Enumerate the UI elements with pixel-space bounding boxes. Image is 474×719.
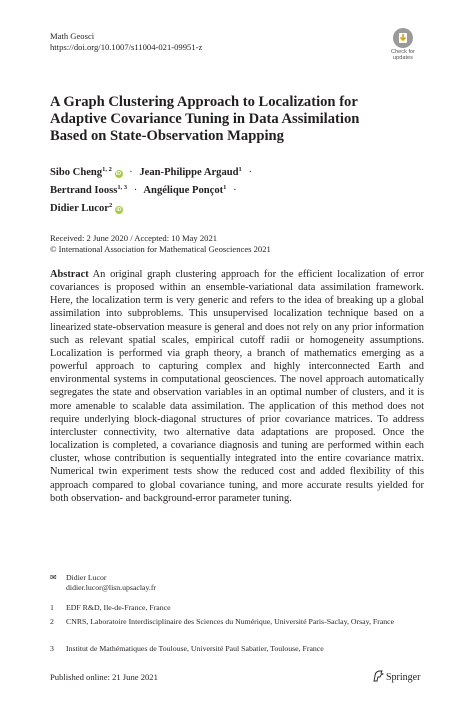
publisher-logo[interactable] — [372, 670, 420, 686]
author-affiliation-marker: 1 — [238, 166, 242, 173]
affiliation-text: Institut de Mathématiques de Toulouse, Université Paul Sabatier, Toulouse, France — [66, 644, 324, 653]
orcid-icon[interactable]: iD — [116, 207, 122, 213]
author-affiliation-marker: 2 — [108, 202, 113, 209]
author-affiliation-marker: 1 — [223, 184, 227, 191]
doi-link[interactable]: https://doi.org/10.1007/s11004-021-09951-z — [50, 42, 203, 52]
check-for-updates-badge[interactable] — [386, 28, 420, 62]
author-list — [50, 162, 256, 216]
check-updates-icon — [393, 28, 413, 48]
author-affiliation-marker: 1, 2 — [102, 166, 112, 173]
affiliation-number: 2 — [50, 617, 54, 626]
author-name: Bertrand Iooss — [50, 185, 118, 196]
corresponding-author-email[interactable]: didier.lucor@lisn.upsaclay.fr — [66, 583, 157, 592]
title-line: A Graph Clustering Approach to Localization for — [50, 94, 358, 110]
affiliation-text: EDF R&D, Ile-de-France, France — [66, 603, 171, 612]
author-name: Angélique Ponçot — [143, 185, 224, 196]
article-dates — [50, 233, 271, 255]
received-accepted-line: Received: 2 June 2020 / Accepted: 10 May 2021 — [50, 233, 218, 243]
orcid-icon[interactable]: iD — [116, 171, 122, 177]
author-name: Sibo Cheng — [50, 167, 103, 178]
title-line: Based on State-Observation Mapping — [50, 128, 284, 144]
author-separator: · — [133, 185, 138, 196]
article-title — [50, 94, 430, 145]
abstract — [50, 268, 424, 505]
copyright-line: © International Association for Mathematical Geosciences 2021 — [50, 244, 271, 254]
author-name: Jean-Philippe Argaud — [139, 167, 239, 178]
check-updates-label: Check for updates — [391, 49, 415, 61]
author-separator: · — [129, 167, 133, 178]
corresponding-author-name: Didier Lucor — [66, 573, 107, 582]
journal-name: Math Geosci — [50, 31, 95, 41]
abstract-label: Abstract — [50, 269, 89, 280]
springer-horse-icon — [372, 670, 384, 686]
published-online: Published online: 21 June 2021 — [50, 672, 158, 682]
running-header — [50, 31, 202, 53]
publisher-name: Springer — [386, 672, 421, 683]
affiliation-text: CNRS, Laboratoire Interdisciplinaire des Sciences du Numérique, Université Paris-Saclay, Orsay, France — [66, 617, 395, 626]
author-affiliation-marker: 1, 3 — [117, 184, 128, 191]
affiliation-number: 3 — [50, 644, 54, 653]
affiliation-number: 1 — [50, 603, 54, 612]
abstract-text: An original graph clustering approach for the efficient localization of error covariances is proposed within an ensemble-variational data assimilation framework. Here, the localization term is very generic and refers to the idea of breaking up a global assimilation into subproblems. This unsupervised localization technique based on a linearized state-observation measure is general and does not rely on any prior information such as relevant spatial scales, empirical cutoff radii or homogeneity assumptions. Localization is performed via graph theory, a branch of mathematics emerging as a powerful approach to capturing complex and highly interconnected Earth and environmental systems in computational geosciences. The novel approach automatically segregates the state and observation variables in an optimal number of clusters, and it is more amenable to scalable data assimilation. The application of this method does not require underlying block-diagonal structures of prior covariance matrices. To address intercluster connectivity, two alternative data adaptations are proposed. Once the localization is completed, a covariance diagnosis and tuning are performed within each cluster, whose contribution is sequentially integrated into the entire covariance matrix. Numerical twin experiment tests show the reduced cost and added flexibility of this approach compared to global covariance tuning, and more accurate results yielded for both observation- and background-error parameter tuning. — [50, 269, 424, 504]
author-separator: · — [248, 167, 252, 178]
envelope-icon: ✉ — [50, 573, 57, 582]
author-separator: · — [233, 185, 237, 196]
title-line: Adaptive Covariance Tuning in Data Assimilation — [50, 111, 360, 127]
author-name: Didier Lucor — [50, 203, 109, 214]
